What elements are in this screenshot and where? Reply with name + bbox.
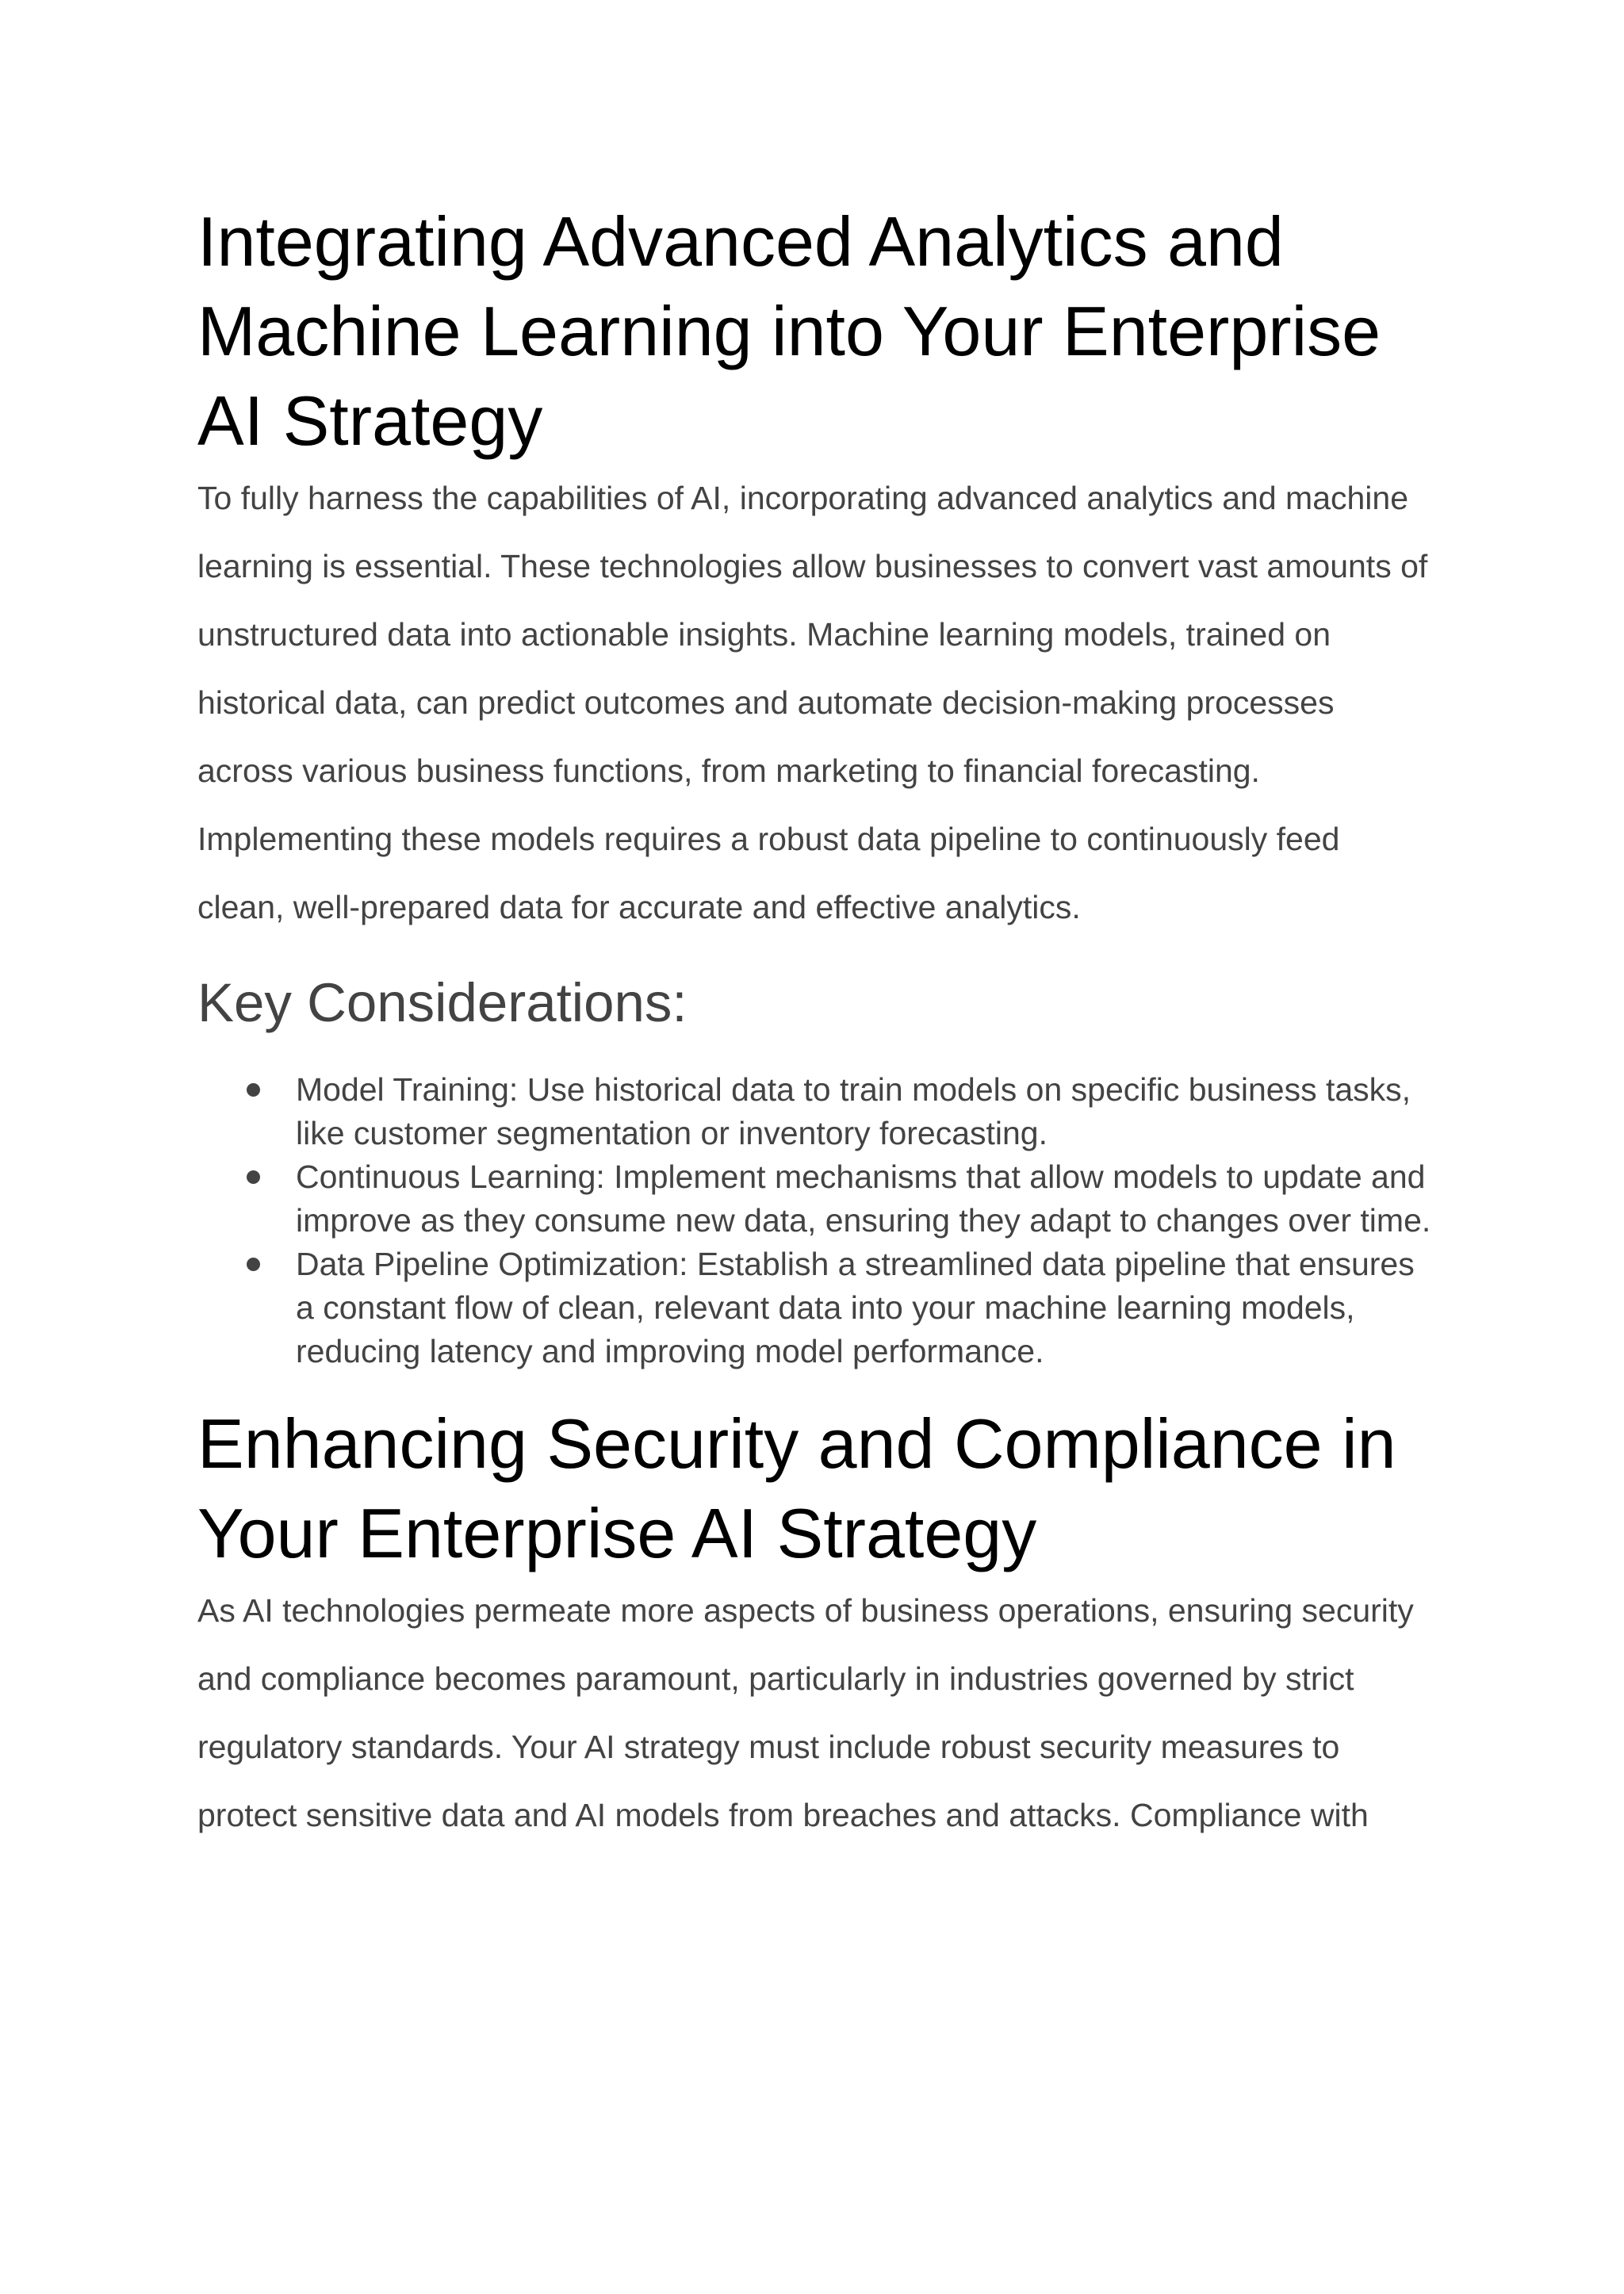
section-title-analytics: Integrating Advanced Analytics and Machine Learning into Your Enterprise AI Strategy — [197, 202, 1381, 460]
key-considerations-list — [197, 1068, 1434, 1373]
list-item — [197, 1155, 1434, 1243]
list-item-text: Model Training: Use historical data to train models on specific business tasks, like customer segmentation or inventory forecasting. — [296, 1071, 1411, 1151]
analytics-paragraph: To fully harness the capabilities of AI, incorporating advanced analytics and machine learning is essential. These technologies allow businesses to convert vast amounts of unstructured data into actionable insights. Machine learning models, trained on historical data, can predict outcomes and automate decision-making processes across various business functions, from marketing to financial forecasting. Implementing these models requires a robust data pipeline to continuously feed clean, well-prepared data for accurate and effective analytics. — [197, 480, 1428, 925]
bullet-icon — [247, 1170, 260, 1184]
security-paragraph: As AI technologies permeate more aspects of business operations, ensuring security and compliance becomes paramount, particularly in industries governed by strict regulatory standards. Your AI strategy must include robust security measures to protect sensitive data and AI models from breaches and attacks. Compliance with — [197, 1592, 1414, 1833]
list-item — [197, 1243, 1434, 1373]
section-title-security: Enhancing Security and Compliance in Your Enterprise AI Strategy — [197, 1404, 1396, 1572]
document-page — [197, 197, 1434, 1849]
list-item-text: Data Pipeline Optimization: Establish a streamlined data pipeline that ensures a constant flow of clean, relevant data into your machine learning models, reducing latency and improving model performance. — [296, 1246, 1415, 1369]
list-item-text: Continuous Learning: Implement mechanisms that allow models to update and improve as they consume new data, ensuring they adapt to changes over time. — [296, 1158, 1431, 1239]
key-considerations-heading: Key Considerations: — [197, 972, 688, 1033]
bullet-icon — [247, 1258, 260, 1271]
bullet-icon — [247, 1083, 260, 1097]
list-item — [197, 1068, 1434, 1155]
